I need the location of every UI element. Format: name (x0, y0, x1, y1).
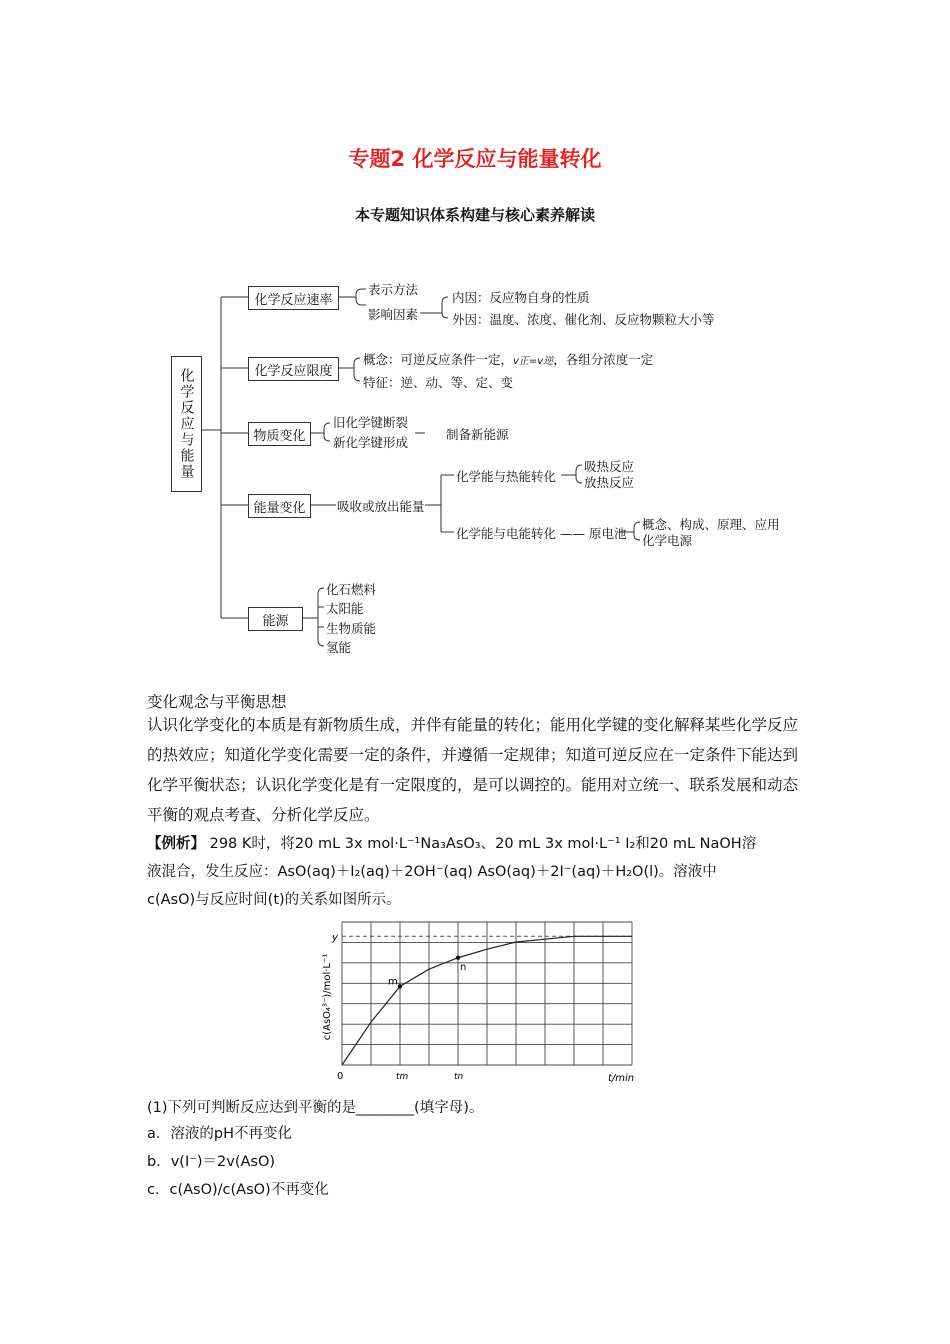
node-matter-change: 物质变化 (248, 422, 311, 446)
chem-electric: 化学能与电能转化 —— 原电池 (456, 526, 627, 541)
x-axis-label: t/min (608, 1073, 635, 1084)
section-heading: 变化观念与平衡思想 (147, 693, 287, 711)
solar: 太阳能 (326, 601, 364, 616)
point-m (398, 984, 402, 988)
rate-expression: 表示方法 (368, 282, 419, 297)
node-energy-source: 能源 (248, 607, 303, 631)
limit-concept-tail: ，各组分浓度一定 (553, 352, 654, 367)
option-c: c．c(AsO)/c(AsO)不再变化 (147, 1182, 329, 1198)
y-axis-label: c(AsO₄³⁻)/mol·L⁻¹ (322, 953, 333, 1041)
chemical-power: 化学电源 (642, 533, 693, 548)
node-reaction-limit: 化学反应限度 (248, 357, 339, 381)
external-factor: 外因：温度、浓度、催化剂、反应物颗粒大小等 (452, 312, 715, 327)
limit-concept-text: 概念：可逆反应条件一定， (363, 352, 514, 367)
hydrogen: 氢能 (326, 640, 352, 655)
bond-form: 新化学键形成 (333, 435, 409, 450)
origin-label: 0 (337, 1071, 344, 1082)
page-title: 专题2 化学反应与能量转化 (348, 147, 602, 171)
absorb-release-energy: 吸收或放出能量 (337, 499, 425, 514)
example-line-3: c(AsO)与反应时间(t)的关系如图所示。 (147, 892, 401, 908)
limit-features: 特征：逆、动、等、定、变 (363, 375, 514, 390)
example-line-2: 液混合，发生反应：AsO(aq)＋I₂(aq)＋2OH⁻(aq) AsO(aq)＋2I⁻(aq)＋H₂O(l)。溶液中 (147, 864, 717, 880)
battery-topics: 概念、构成、原理、应用 (642, 517, 780, 532)
node-reaction-rate: 化学反应速率 (248, 286, 339, 310)
fossil-fuel: 化石燃料 (326, 582, 377, 597)
chem-heat: 化学能与热能转化 (456, 469, 557, 484)
point-n (456, 956, 460, 960)
limit-v-formula: v正=v逆 (513, 356, 554, 367)
exothermic: 放热反应 (584, 475, 635, 490)
biomass: 生物质能 (326, 621, 377, 636)
node-energy-change: 能量变化 (248, 494, 311, 518)
body-paragraph: 认识化学变化的本质是有新物质生成，并伴有能量的转化；能用化学键的变化解释某些化学反应的热效应；知道化学变化需要一定的条件，并遵循一定规律；知道可逆反应在一定条件下能达到化学平衡状态；认识化学变化是有一定限度的，是可以调控的。能用对立统一、联系发展和动态平衡的观点考查、分析化学反应。 (147, 716, 799, 824)
option-b: b．v(I⁻)＝2v(AsO) (147, 1154, 276, 1170)
mindmap-root (171, 356, 202, 492)
x-tick-tm: tm (396, 1072, 409, 1082)
bond-break: 旧化学键断裂 (333, 415, 409, 430)
option-a: a．溶液的pH不再变化 (147, 1126, 292, 1142)
internal-factor: 内因：反应物自身的性质 (452, 290, 590, 305)
example-tag: 【例析】 (147, 836, 205, 852)
endothermic: 吸热反应 (584, 459, 635, 474)
example-text-1: 298 K时，将20 mL 3x mol·L⁻¹Na₃AsO₃、20 mL 3x mol·L⁻¹ I₂和20 mL NaOH溶 (205, 836, 757, 852)
point-label-n: n (460, 961, 467, 973)
mindmap-root-label: 化学反应与能量 (178, 368, 195, 480)
example-line-1 (147, 832, 756, 853)
point-label-m: m (388, 976, 398, 988)
rate-factors: 影响因素 (368, 307, 419, 322)
question-1: (1)下列可判断反应达到平衡的是________(填字母)。 (147, 1100, 484, 1116)
new-energy-prep: 制备新能源 (446, 427, 509, 442)
page-subtitle: 本专题知识体系构建与核心素养解读 (354, 206, 595, 224)
limit-concept (363, 350, 653, 368)
y-marker-label: y (332, 932, 338, 944)
x-tick-tn: tn (454, 1072, 464, 1082)
concentration-time-chart (310, 912, 650, 1092)
